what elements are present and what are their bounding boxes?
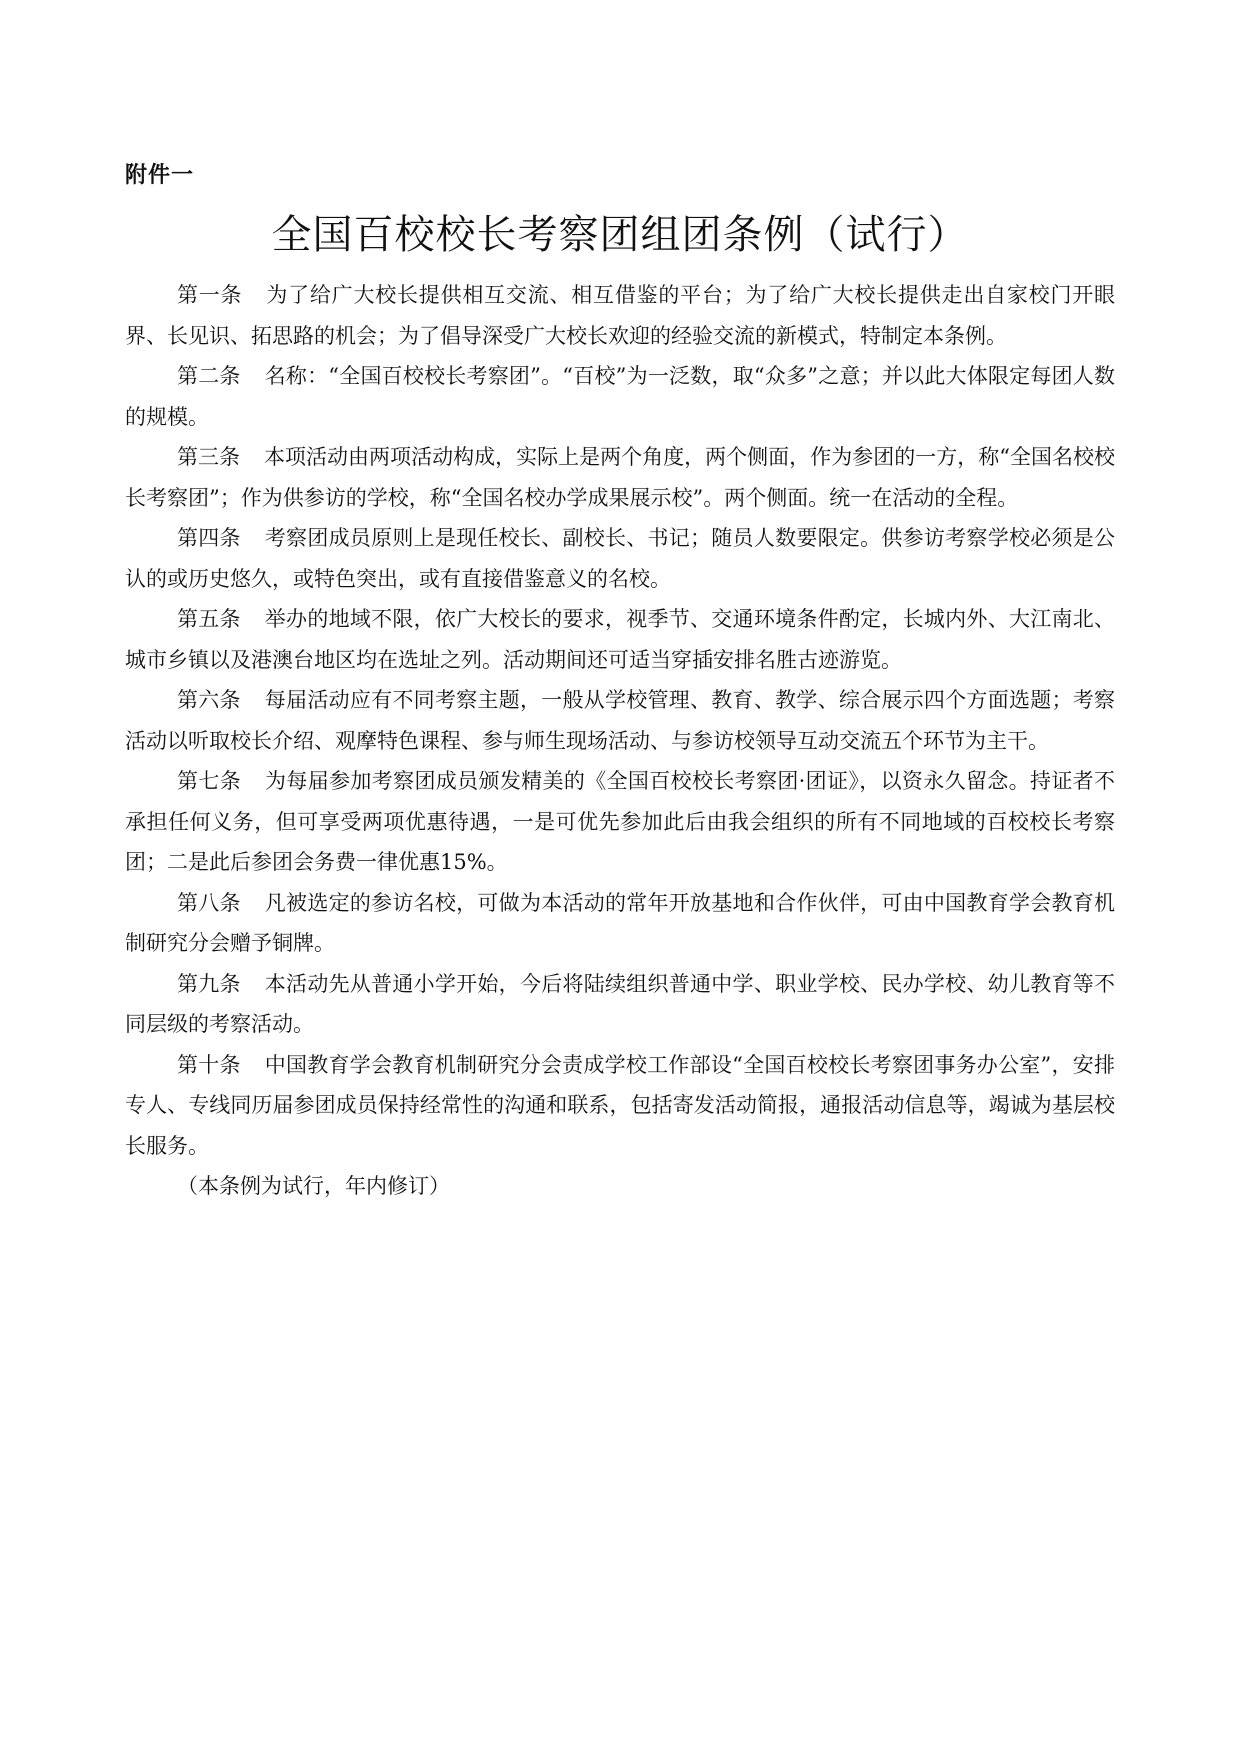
article-5: [125, 599, 1115, 680]
article-number: 第一条: [177, 283, 243, 307]
article-text: 举办的地域不限，依广大校长的要求，视季节、交通环境条件酌定，长城内外、大江南北、城市乡镇以及港澳台地区均在选址之列。活动期间还可适当穿插安排名胜古迹游览。: [125, 607, 1116, 672]
article-text: 本活动先从普通小学开始，今后将陆续组织普通中学、职业学校、民办学校、幼儿教育等不同层级的考察活动。: [125, 971, 1116, 1036]
article-3: [125, 437, 1115, 518]
article-text: 为了给广大校长提供相互交流、相互借鉴的平台；为了给广大校长提供走出自家校门开眼界、长见识、拓思路的机会；为了倡导深受广大校长欢迎的经验交流的新模式，特制定本条例。: [125, 283, 1115, 348]
closing-note: （本条例为试行，年内修订）: [177, 1174, 450, 1198]
article-text: 考察团成员原则上是现任校长、副校长、书记；随员人数要限定。供参访考察学校必须是公认的或历史悠久，或特色突出，或有直接借鉴意义的名校。: [125, 526, 1116, 591]
document-title: 全国百校校长考察团组团条例（试行）: [271, 212, 969, 258]
article-text: 中国教育学会教育机制研究分会责成学校工作部设“全国百校校长考察团事务办公室”，安排专人、专线同历届参团成员保持经常性的沟通和联系，包括寄发活动简报，通报活动信息等，竭诚为基层校长服务。: [125, 1052, 1116, 1158]
article-1: [125, 275, 1115, 356]
article-9: [125, 964, 1115, 1045]
article-number: 第二条: [177, 364, 241, 388]
article-4: [125, 518, 1115, 599]
annex-label: 附件一: [125, 163, 195, 188]
article-text: 为每届参加考察团成员颁发精美的《全国百校校长考察团·团证》，以资永久留念。持证者不承担任何义务，但可享受两项优惠待遇，一是可优先参加此后由我会组织的所有不同地域的百校校长考察团；二是此后参团会务费一律优惠15%。: [125, 769, 1116, 874]
articles-body: [125, 275, 1115, 1207]
article-6: [125, 680, 1115, 761]
article-number: 第七条: [177, 769, 242, 793]
article-number: 第六条: [177, 688, 241, 712]
article-number: 第十条: [177, 1052, 241, 1077]
article-number: 第四条: [177, 526, 241, 550]
article-text: 名称：“全国百校校长考察团”。“百校”为一泛数，取“众多”之意；并以此大体限定每团人数的规模。: [125, 364, 1115, 429]
article-8: [125, 883, 1115, 964]
article-2: [125, 356, 1115, 437]
article-text: 每届活动应有不同考察主题，一般从学校管理、教育、教学、综合展示四个方面选题；考察活动以听取校长介绍、观摩特色课程、参与师生现场活动、与参访校领导互动交流五个环节为主干。: [125, 688, 1116, 753]
article-number: 第八条: [177, 890, 241, 915]
article-number: 第五条: [177, 607, 241, 631]
article-number: 第九条: [177, 971, 241, 996]
article-7: [125, 761, 1115, 883]
article-text: 凡被选定的参访名校，可做为本活动的常年开放基地和合作伙伴，可由中国教育学会教育机制研究分会赠予铜牌。: [125, 890, 1116, 955]
article-number: 第三条: [177, 445, 241, 469]
article-text: 本项活动由两项活动构成，实际上是两个角度，两个侧面，作为参团的一方，称“全国名校校长考察团”；作为供参访的学校，称“全国名校办学成果展示校”。两个侧面。统一在活动的全程。: [125, 445, 1116, 510]
article-10: [125, 1045, 1115, 1167]
